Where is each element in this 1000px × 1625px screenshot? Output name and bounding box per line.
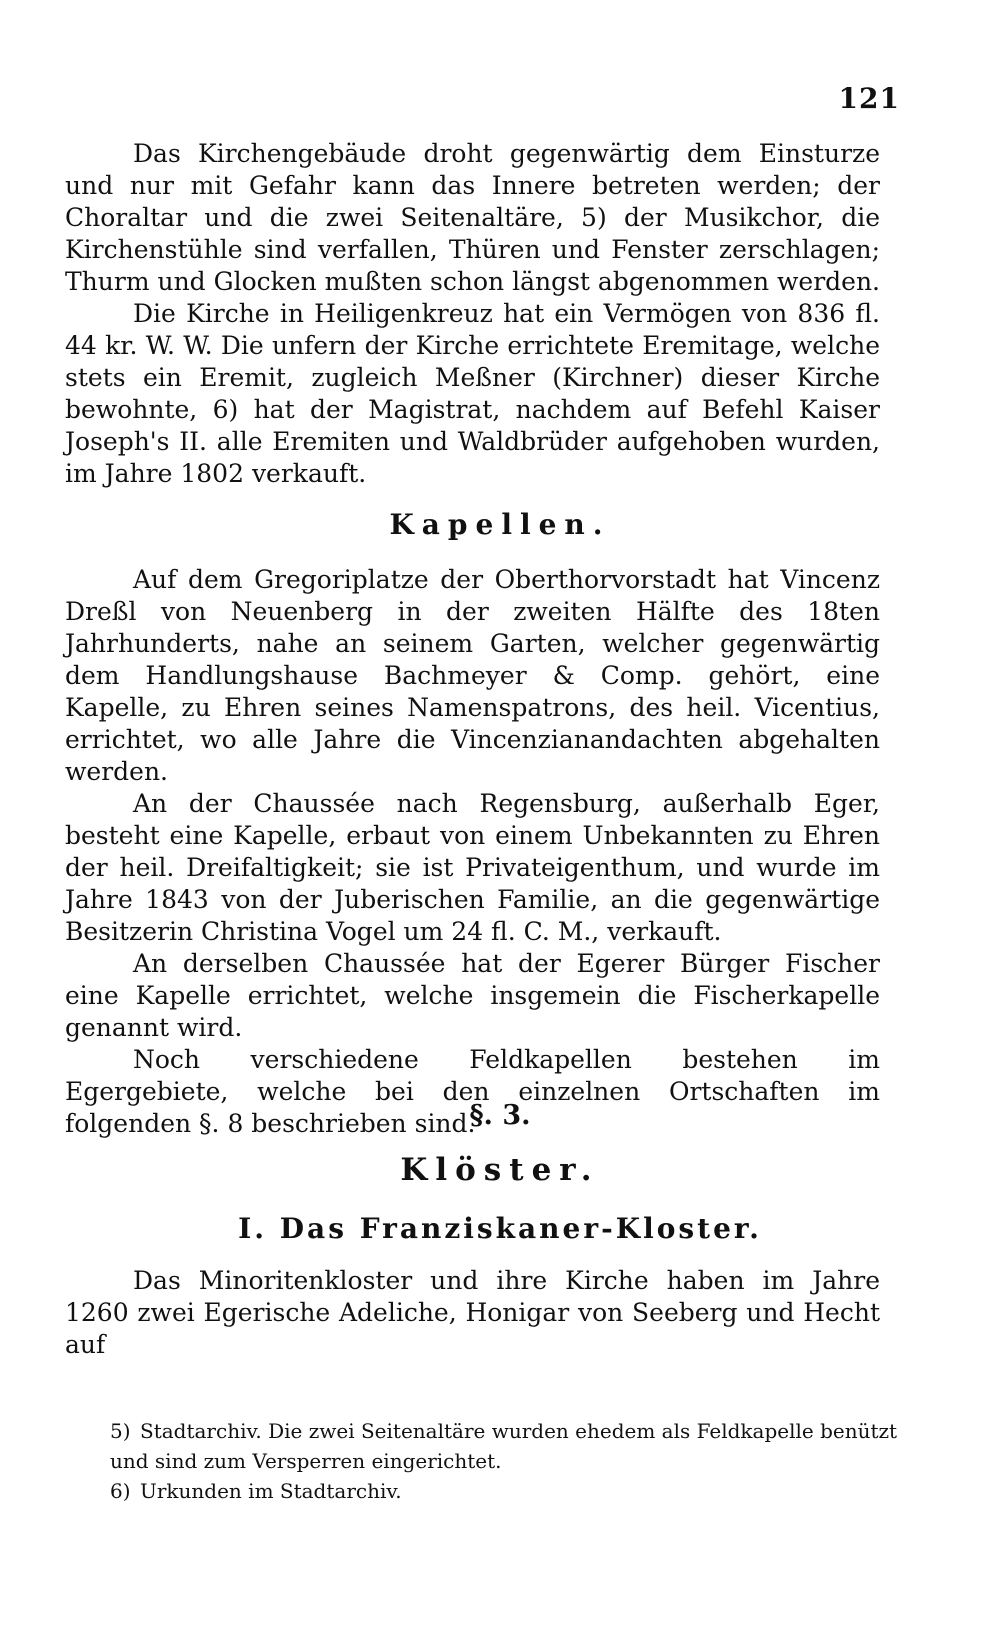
footnote — [110, 1476, 900, 1506]
footnote — [110, 1416, 900, 1476]
footnote-text: Urkunden im Stadtarchiv. — [140, 1479, 402, 1503]
body-paragraph: Die Kirche in Heiligenkreuz hat ein Vermögen von 836 fl. 44 kr. W. W. Die unfern der Kirche errichtete Eremitage, welche stets ein Eremit, zugleich Meßner (Kirchner) dieser Kirche bewohnte, 6) hat der Magistrat, nachdem auf Befehl Kaiser Joseph's II. alle Eremiten und Waldbrüder aufgehoben wurden, im Jahre 1802 verkauft. — [65, 299, 880, 488]
kapellen-text-block — [65, 564, 880, 1140]
subsection-heading: I. Das Franziskaner-Kloster. — [238, 1212, 762, 1245]
body-paragraph: Das Minoritenkloster und ihre Kirche haben im Jahre 1260 zwei Egerische Adeliche, Honigar von Seeberg und Hecht auf — [65, 1266, 880, 1359]
footnote-number: 6) — [110, 1479, 131, 1503]
body-paragraph: Auf dem Gregoriplatze der Oberthorvorstadt hat Vincenz Dreßl von Neuenberg in der zweiten Hälfte des 18ten Jahrhunderts, nahe an seinem Garten, welcher gegenwärtig dem Handlungshause Bachmeyer & Comp. gehört, eine Kapelle, zu Ehren seines Namenspatrons, des heil. Vicentius, errichtet, wo alle Jahre die Vincenzianandachten abgehalten werden. — [65, 565, 880, 786]
body-paragraph: Das Kirchengebäude droht gegenwärtig dem Einsturze und nur mit Gefahr kann das Innere betreten werden; der Choraltar und die zwei Seitenaltäre, 5) der Musikchor, die Kirchenstühle sind verfallen, Thüren und Fenster zerschlagen; Thurm und Glocken mußten schon längst abgenommen werden. — [65, 139, 881, 296]
body-paragraph: An derselben Chaussée hat der Egerer Bürger Fischer eine Kapelle errichtet, welche insgemein die Fischerkapelle genannt wird. — [65, 949, 880, 1042]
footnotes — [110, 1416, 900, 1506]
body-paragraph: An der Chaussée nach Regensburg, außerhalb Eger, besteht eine Kapelle, erbaut von einem Unbekannten zu Ehren der heil. Dreifaltigkeit; sie ist Privateigenthum, und wurde im Jahre 1843 von der Juberischen Familie, an die gegenwärtige Besitzerin Christina Vogel um 24 fl. C. M., verkauft. — [65, 789, 880, 946]
section-heading-kloster: Klöster. — [400, 1152, 600, 1188]
top-text-block — [65, 138, 880, 490]
kloster-text-block — [65, 1265, 880, 1361]
section-heading-kapellen: Kapellen. — [389, 508, 611, 541]
footnote-number: 5) — [110, 1419, 131, 1443]
footnote-text: Stadtarchiv. Die zwei Seitenaltäre wurden ehedem als Feldkapelle benützt und sind zum Versperren eingerichtet. — [110, 1419, 898, 1473]
page-number: 121 — [838, 82, 900, 115]
body-paragraph: Noch verschiedene Feldkapellen bestehen im Egergebiete, welche bei den einzelnen Ortschaften im folgenden §. 8 beschrieben sind. — [65, 1045, 880, 1138]
section-number: §. 3. — [469, 1100, 531, 1131]
